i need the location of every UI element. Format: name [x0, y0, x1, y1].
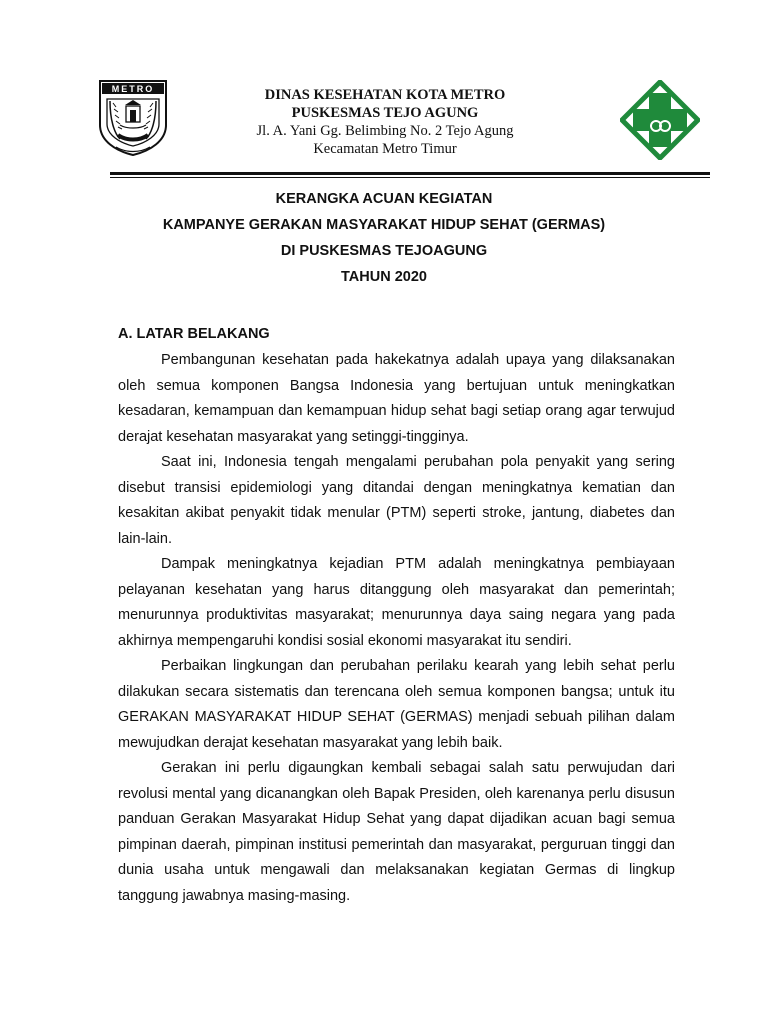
title-line-1: KERANGKA ACUAN KEGIATAN: [275, 191, 493, 207]
letterhead-rule-thick: [110, 172, 710, 175]
paragraph: Pembangunan kesehatan pada hakekatnya adalah upaya yang dilaksanakan oleh semua komponen Bangsa Indonesia yang bertujuan untuk meningkatkan kesadaran, kemampuan dan kemampuan hidup sehat bagi setiap orang agar terwujud derajat kesehatan masyarakat yang setinggi-tingginya.: [118, 352, 675, 445]
section-heading: A. LATAR BELAKANG: [118, 326, 270, 342]
puskesmas-logo: [620, 80, 700, 160]
puskesmas-name: PUSKESMAS TEJO AGUNG: [291, 105, 479, 121]
kota-metro-logo: [96, 79, 170, 157]
agency-name: DINAS KESEHATAN KOTA METRO: [264, 87, 506, 103]
title-line-2: KAMPANYE GERAKAN MASYARAKAT HIDUP SEHAT (GERMAS): [162, 217, 606, 233]
paragraph: Dampak meningkatnya kejadian PTM adalah meningkatnya pembiayaan pelayanan kesehatan yang harus ditanggung oleh masyarakat dan pemerintah; menurunnya produktivitas masyarakat; menurunnya daya saing negara yang pada akhirnya mempengaruhi kondisi sosial ekonomi masyarakat itu sendiri.: [118, 556, 675, 649]
logo-metro-text: METRO: [111, 84, 155, 94]
title-line-3: DI PUSKESMAS TEJOAGUNG: [280, 243, 488, 259]
section-body: [118, 348, 675, 909]
address-line: Jl. A. Yani Gg. Belimbing No. 2 Tejo Agung: [256, 123, 514, 139]
district-line: Kecamatan Metro Timur: [313, 141, 457, 157]
paragraph: Gerakan ini perlu digaungkan kembali sebagai salah satu perwujudan dari revolusi mental yang dicanangkan oleh Bapak Presiden, oleh karenanya perlu disusun panduan Gerakan Masyarakat Hidup Sehat yang dapat dijadikan acuan bagi semua pimpinan daerah, pimpinan institusi pemerintah dan masyarakat, perguruan tinggi dan dunia usaha untuk mengawali dan melaksanakan kegiatan Germas di lingkup tanggung jawabnya masing-masing.: [118, 760, 675, 904]
paragraph: Perbaikan lingkungan dan perubahan perilaku kearah yang lebih sehat perlu dilakukan secara sistematis dan terencana oleh semua komponen bangsa; untuk itu GERAKAN MASYARAKAT HIDUP SEHAT (GERMAS) menjadi sebuah pilihan dalam mewujudkan derajat kesehatan masyarakat yang lebih baik.: [118, 658, 675, 751]
letterhead: [200, 86, 570, 158]
title-line-4: TAHUN 2020: [341, 269, 427, 285]
document-title: [100, 186, 668, 290]
letterhead-rule-thin: [110, 177, 710, 178]
paragraph: Saat ini, Indonesia tengah mengalami perubahan pola penyakit yang sering disebut transisi epidemiologi yang ditandai dengan meningkatnya kematian dan kesakitan akibat penyakit tidak menular (PTM) seperti stroke, jantung, diabetes dan lain-lain.: [118, 454, 675, 547]
